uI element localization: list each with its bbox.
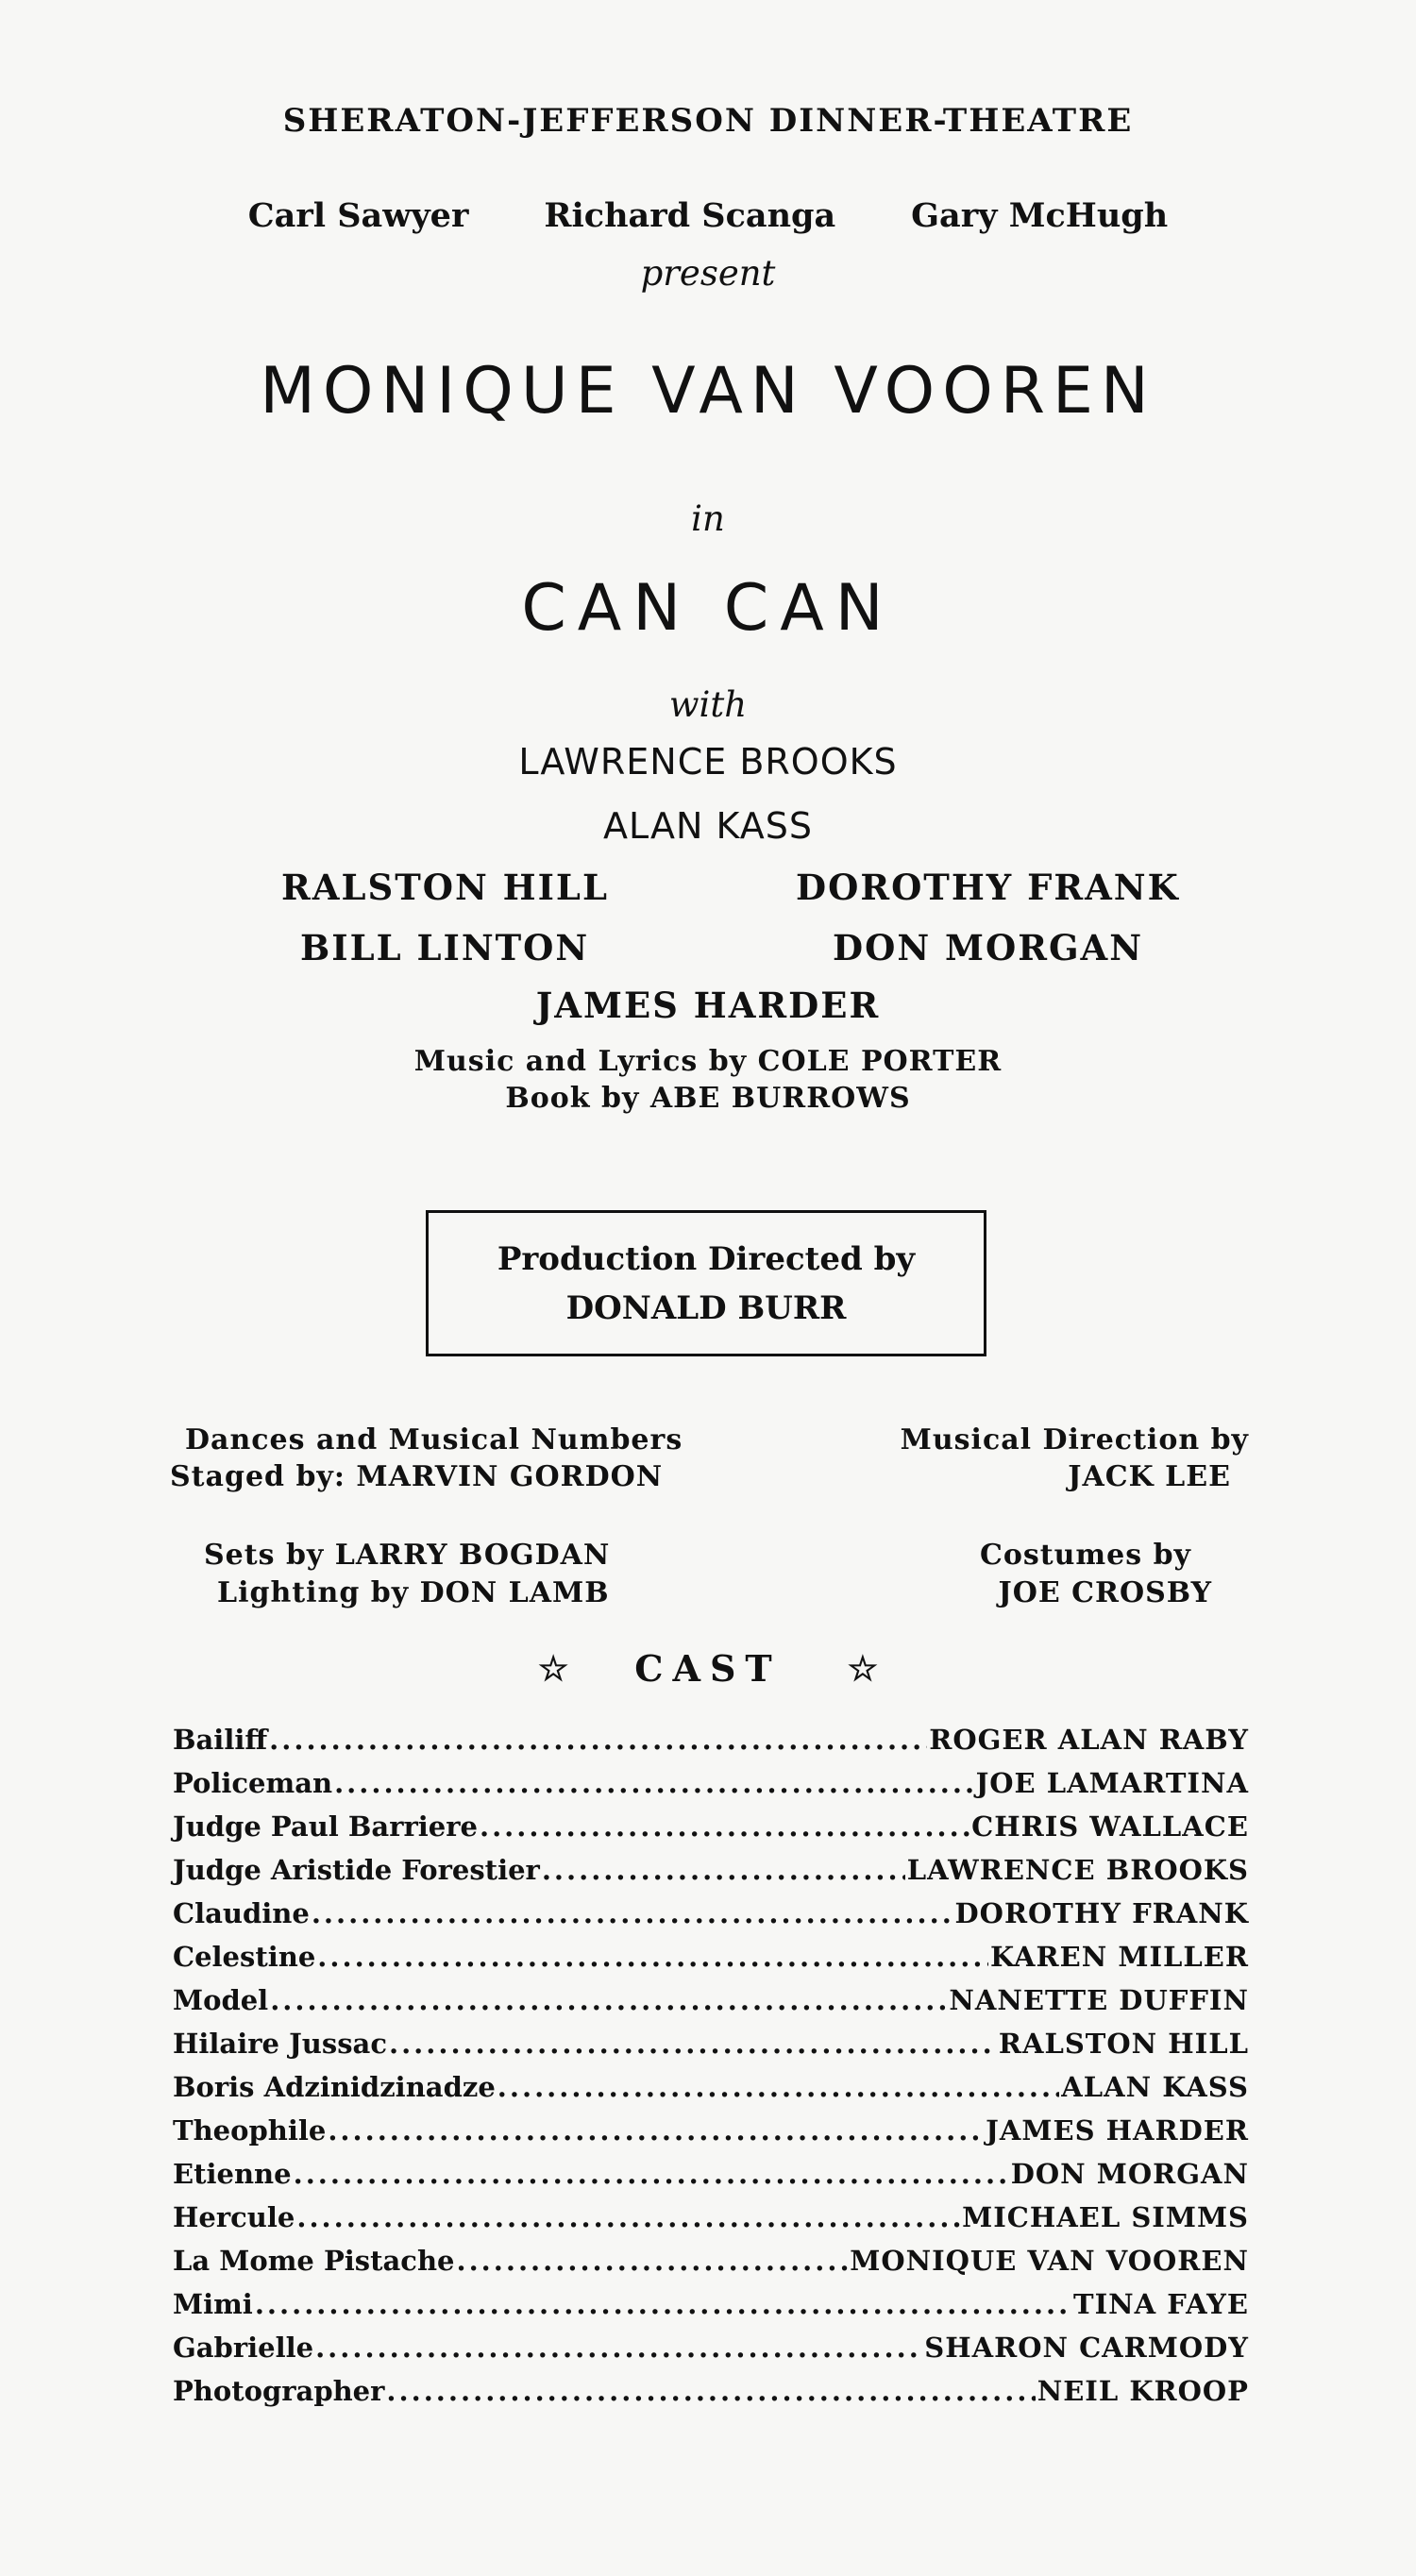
cast-row bbox=[173, 2028, 1249, 2071]
producer-name: Carl Sawyer bbox=[247, 196, 469, 235]
cast-list bbox=[173, 1724, 1249, 2418]
present-word: present bbox=[640, 253, 776, 294]
cast-row bbox=[173, 1984, 1249, 2028]
featured-actor: LAWRENCE BROOKS bbox=[518, 741, 898, 783]
cast-actor: KAREN MILLER bbox=[990, 1941, 1249, 1973]
cast-row bbox=[173, 2288, 1249, 2332]
costumes-credit-name: JOE CROSBY bbox=[998, 1576, 1212, 1609]
cast-row bbox=[173, 2114, 1249, 2158]
star-name: MONIQUE VAN VOOREN bbox=[260, 354, 1156, 429]
cast-role: Theophile bbox=[173, 2114, 327, 2147]
dances-credit-label: Dances and Musical Numbers bbox=[185, 1423, 683, 1456]
cast-actor: SHARON CARMODY bbox=[924, 2332, 1249, 2364]
cast-actor: NEIL KROOP bbox=[1037, 2375, 1249, 2407]
musical-direction-name: JACK LEE bbox=[1068, 1460, 1231, 1493]
leader-dots bbox=[270, 1984, 947, 2016]
leader-dots bbox=[296, 2201, 960, 2233]
cast-role: Gabrielle bbox=[173, 2332, 314, 2364]
star-icon: ☆ bbox=[847, 1648, 878, 1689]
cast-actor: ROGER ALAN RABY bbox=[929, 1724, 1249, 1756]
supporting-actor: JAMES HARDER bbox=[535, 985, 881, 1026]
cast-role: Photographer bbox=[173, 2375, 385, 2407]
producer-name: Richard Scanga bbox=[544, 196, 836, 235]
cast-row bbox=[173, 2201, 1249, 2245]
cast-row bbox=[173, 2332, 1249, 2375]
lighting-credit: Lighting by DON LAMB bbox=[217, 1576, 610, 1609]
cast-row bbox=[173, 2375, 1249, 2418]
with-word: with bbox=[668, 684, 748, 725]
dances-credit-name: Staged by: MARVIN GORDON bbox=[170, 1460, 664, 1493]
cast-role: Judge Paul Barriere bbox=[173, 1810, 478, 1843]
cast-actor: MONIQUE VAN VOOREN bbox=[850, 2245, 1249, 2277]
in-word: in bbox=[691, 498, 725, 539]
cast-actor: JAMES HARDER bbox=[986, 2114, 1249, 2147]
cast-role: Claudine bbox=[173, 1897, 310, 1929]
cast-row bbox=[173, 2158, 1249, 2201]
cast-row bbox=[173, 1941, 1249, 1984]
producer-name: Gary McHugh bbox=[911, 196, 1169, 235]
leader-dots bbox=[386, 2375, 1035, 2407]
supporting-actor: DON MORGAN bbox=[833, 927, 1144, 968]
cast-actor: RALSTON HILL bbox=[998, 2028, 1249, 2060]
leader-dots bbox=[497, 2071, 1059, 2103]
leader-dots bbox=[542, 1854, 905, 1886]
show-title: CAN CAN bbox=[521, 571, 895, 646]
cast-role: Hilaire Jussac bbox=[173, 2028, 387, 2060]
music-credit: Music and Lyrics by COLE PORTER bbox=[413, 1045, 1003, 1078]
cast-row bbox=[173, 2245, 1249, 2288]
cast-actor: TINA FAYE bbox=[1072, 2288, 1249, 2320]
cast-row bbox=[173, 1897, 1249, 1941]
cast-row bbox=[173, 1810, 1249, 1854]
leader-dots bbox=[312, 1897, 953, 1929]
supporting-actor: DOROTHY FRANK bbox=[796, 867, 1180, 908]
cast-actor: NANETTE DUFFIN bbox=[949, 1984, 1249, 2016]
leader-dots bbox=[456, 2245, 848, 2277]
cast-actor: DOROTHY FRANK bbox=[954, 1897, 1249, 1929]
cast-row bbox=[173, 1767, 1249, 1810]
leader-dots bbox=[269, 1724, 927, 1756]
leader-dots bbox=[315, 2332, 922, 2364]
cast-role: La Mome Pistache bbox=[173, 2245, 455, 2277]
book-credit: Book by ABE BURROWS bbox=[505, 1082, 911, 1115]
producers bbox=[0, 196, 1416, 235]
theatre-name: SHERATON-JEFFERSON DINNER-THEATRE bbox=[282, 102, 1134, 140]
cast-role: Boris Adzinidzinadze bbox=[173, 2071, 496, 2103]
supporting-actor: RALSTON HILL bbox=[281, 867, 609, 908]
cast-actor: JOE LAMARTINA bbox=[975, 1767, 1249, 1799]
leader-dots bbox=[255, 2288, 1071, 2320]
leader-dots bbox=[389, 2028, 997, 2060]
cast-role: Bailiff bbox=[173, 1724, 268, 1756]
director-name: DONALD BURR bbox=[565, 1288, 847, 1327]
costumes-credit-label: Costumes by bbox=[979, 1539, 1191, 1572]
leader-dots bbox=[317, 1941, 988, 1973]
leader-dots bbox=[480, 1810, 969, 1843]
cast-actor: ALAN KASS bbox=[1061, 2071, 1249, 2103]
director-box bbox=[426, 1210, 986, 1356]
cast-actor: DON MORGAN bbox=[1010, 2158, 1249, 2190]
supporting-actor: BILL LINTON bbox=[300, 927, 590, 968]
leader-dots bbox=[334, 1767, 974, 1799]
cast-row bbox=[173, 1724, 1249, 1767]
cast-row bbox=[173, 1854, 1249, 1897]
cast-heading bbox=[0, 1647, 1416, 1690]
cast-title: CAST bbox=[634, 1647, 782, 1690]
cast-actor: LAWRENCE BROOKS bbox=[906, 1854, 1249, 1886]
cast-row bbox=[173, 2071, 1249, 2114]
musical-direction-label: Musical Direction by bbox=[900, 1423, 1249, 1456]
sets-credit: Sets by LARRY BOGDAN bbox=[204, 1539, 611, 1572]
cast-role: Mimi bbox=[173, 2288, 253, 2320]
leader-dots bbox=[294, 2158, 1009, 2190]
cast-role: Hercule bbox=[173, 2201, 295, 2233]
cast-role: Celestine bbox=[173, 1941, 316, 1973]
cast-role: Judge Aristide Forestier bbox=[173, 1854, 540, 1886]
star-icon: ☆ bbox=[537, 1648, 569, 1689]
cast-role: Policeman bbox=[173, 1767, 333, 1799]
featured-actor: ALAN KASS bbox=[602, 805, 814, 847]
cast-role: Model bbox=[173, 1984, 269, 2016]
director-label: Production Directed by bbox=[497, 1239, 916, 1278]
cast-actor: CHRIS WALLACE bbox=[971, 1810, 1249, 1843]
cast-role: Etienne bbox=[173, 2158, 292, 2190]
leader-dots bbox=[328, 2114, 984, 2147]
cast-actor: MICHAEL SIMMS bbox=[962, 2201, 1249, 2233]
